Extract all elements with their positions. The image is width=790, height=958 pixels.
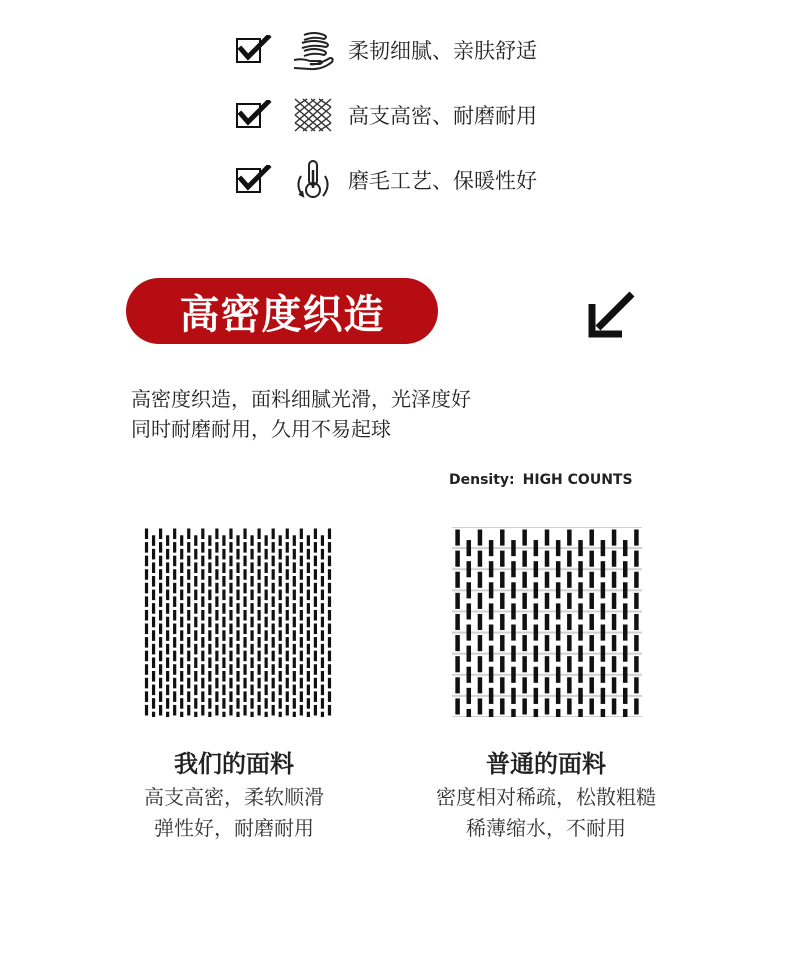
weave-pattern-icon (288, 93, 338, 137)
section-title: 高密度织造 (126, 278, 438, 344)
normal-fabric-line: 稀薄缩水，不耐用 (466, 816, 626, 840)
section-description (131, 384, 471, 444)
normal-fabric-title: 普通的面料 (486, 750, 606, 778)
arrow-down-left-icon (586, 288, 638, 340)
feature-row-warmth (236, 158, 537, 202)
normal-fabric-weave-image (452, 527, 642, 717)
density-label (449, 472, 633, 488)
feature-text: 磨毛工艺、保暖性好 (348, 169, 537, 193)
our-fabric-line: 高支高密，柔软顺滑 (144, 785, 324, 809)
our-fabric-line: 弹性好，耐磨耐用 (154, 816, 314, 840)
density-key: Density: (449, 472, 515, 488)
our-fabric-weave-image (143, 527, 333, 717)
checkbox-checked-icon (236, 100, 272, 130)
feature-text: 柔韧细腻、亲肤舒适 (348, 39, 537, 63)
thermometer-icon (288, 158, 338, 202)
checkbox-checked-icon (236, 165, 272, 195)
our-fabric-title: 我们的面料 (174, 750, 294, 778)
hand-softness-icon (288, 28, 338, 72)
normal-fabric-line: 密度相对稀疏，松散粗糙 (436, 785, 656, 809)
density-value: HIGH COUNTS (522, 472, 633, 488)
description-line: 同时耐磨耐用，久用不易起球 (131, 417, 391, 441)
feature-text: 高支高密、耐磨耐用 (348, 104, 537, 128)
checkbox-checked-icon (236, 35, 272, 65)
description-line: 高密度织造，面料细腻光滑，光泽度好 (131, 387, 471, 411)
feature-row-density (236, 93, 537, 137)
feature-row-softness (236, 28, 537, 72)
